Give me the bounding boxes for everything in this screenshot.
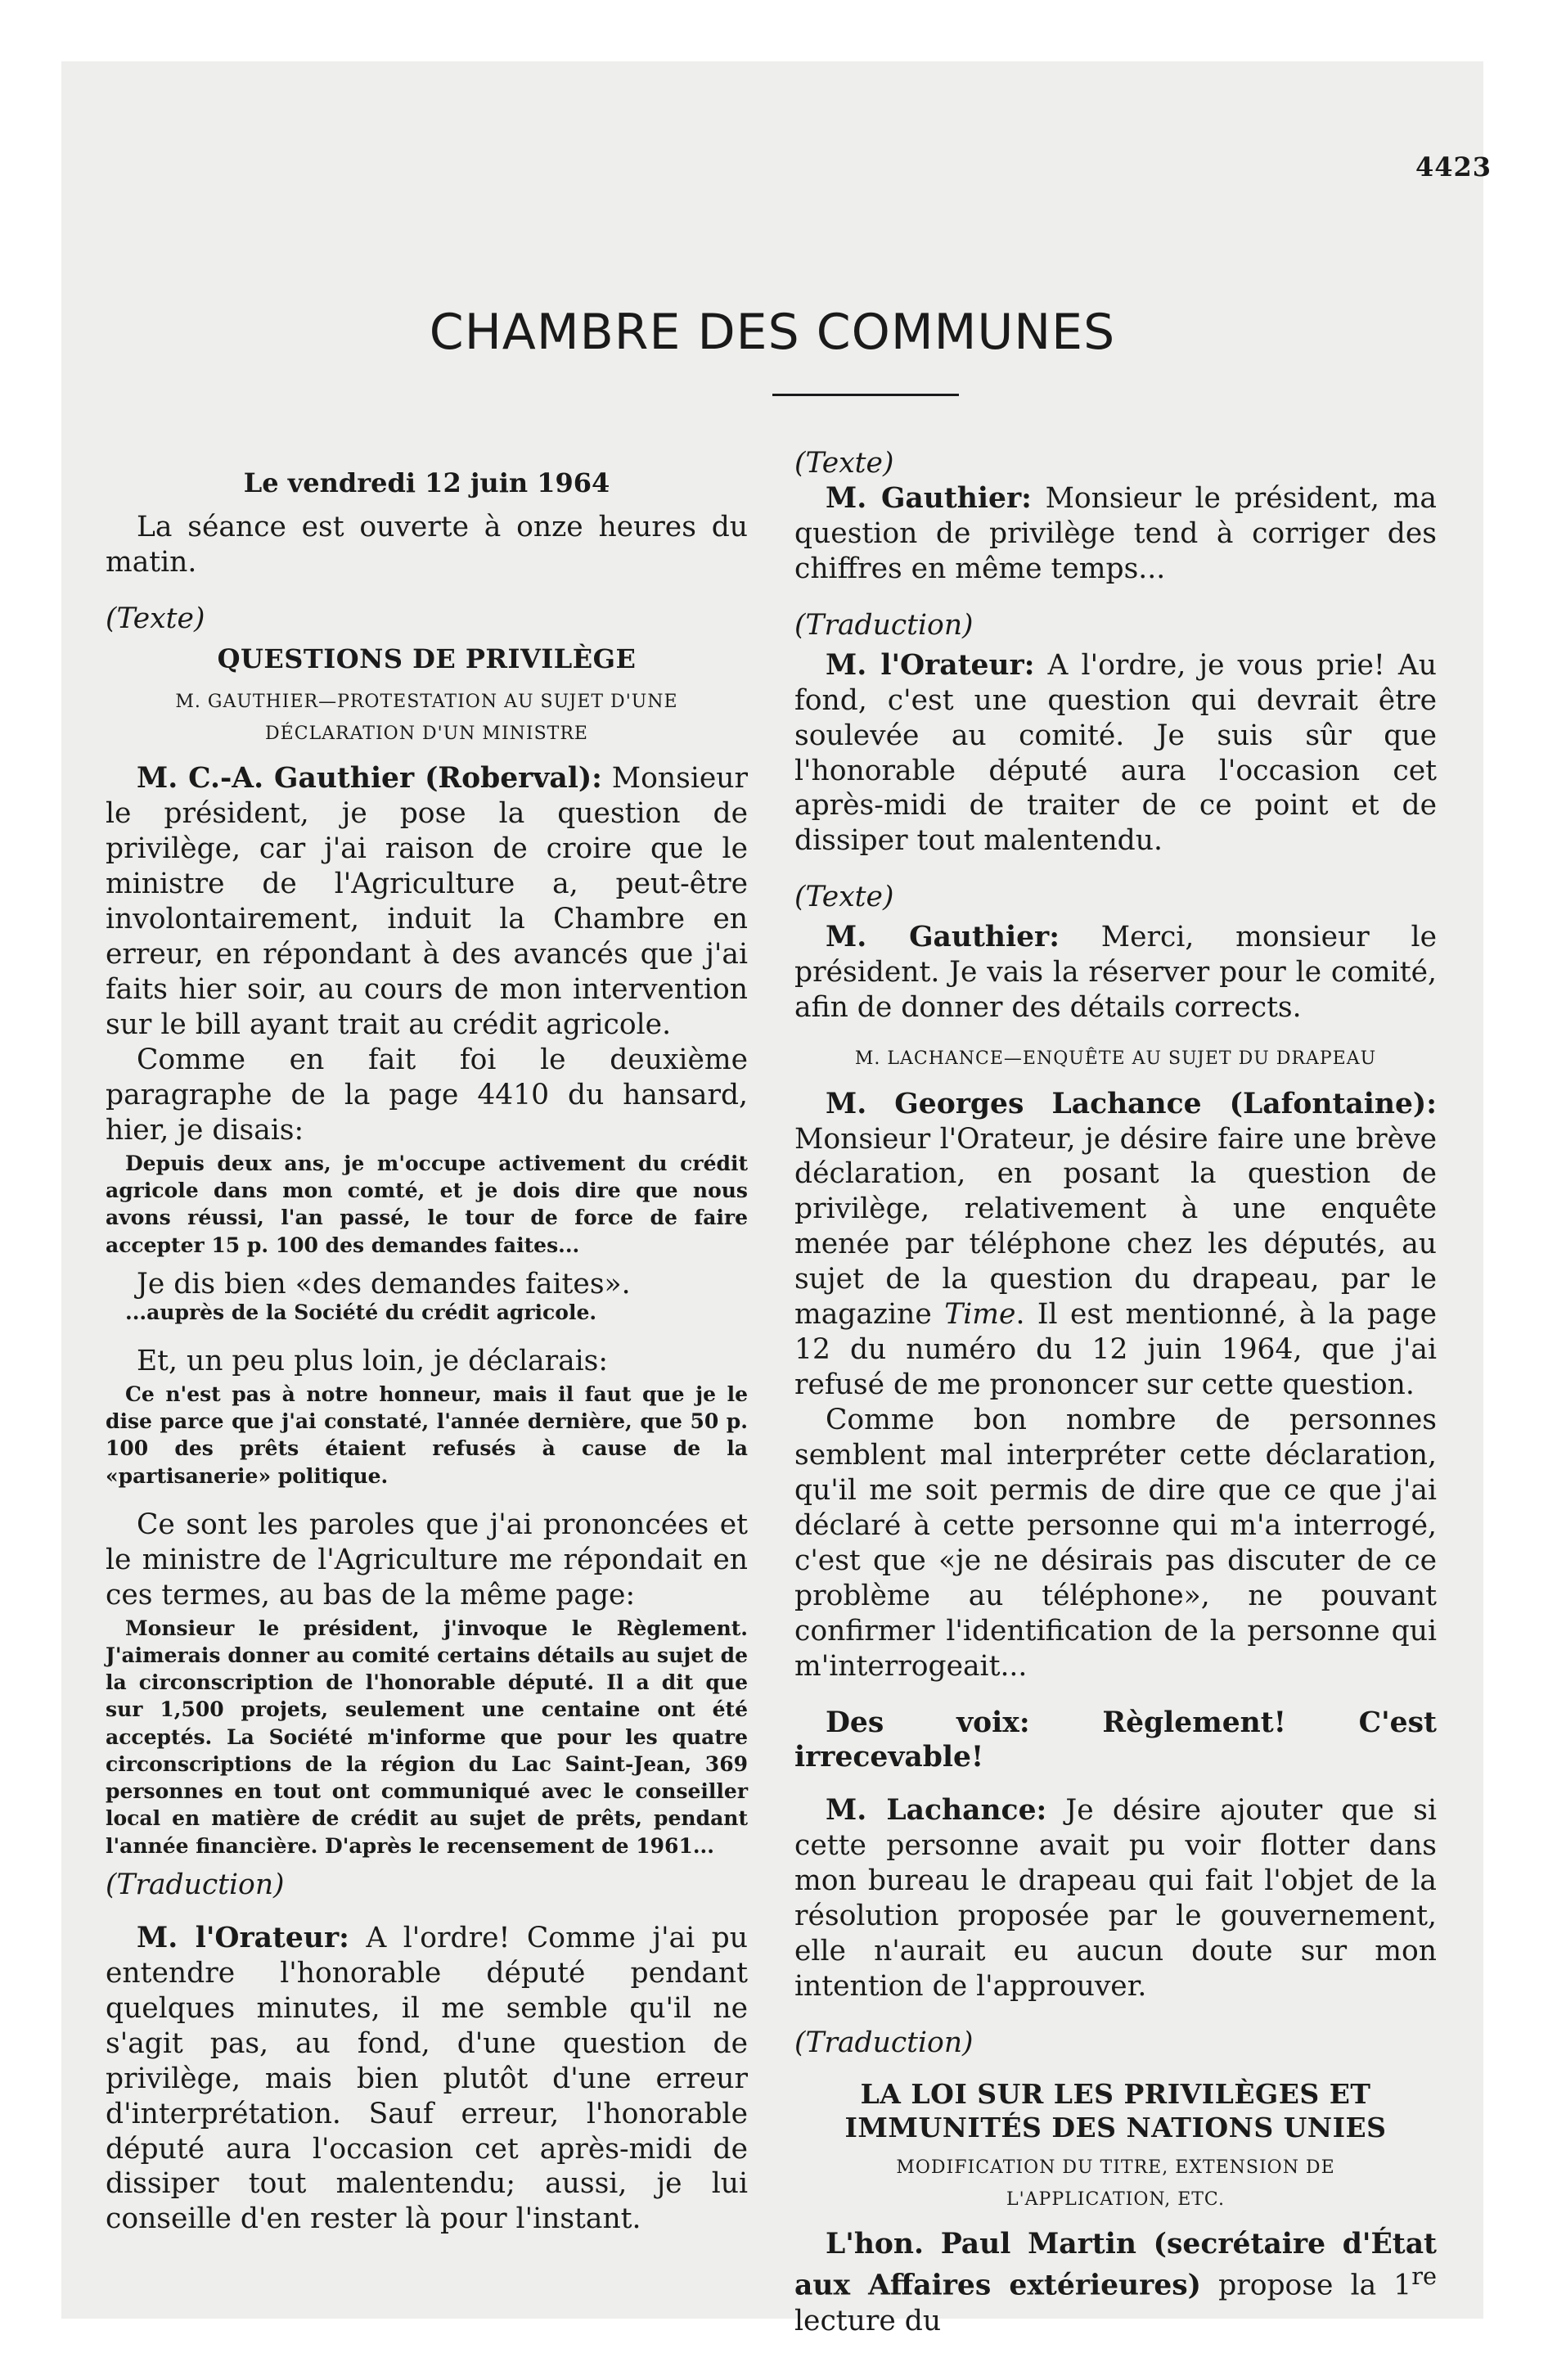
subsection-title: M. GAUTHIER—PROTESTATION AU SUJET D'UNE DÉCLARATION D'UN MINISTRE (175, 692, 678, 744)
paragraph: Ce sont les paroles que j'ai prononcées et le ministre de l'Agriculture me répondait en ces termes, au bas de la même page: (106, 1508, 748, 1611)
traduction-marker: (Traduction) (794, 2026, 974, 2059)
speaker-name: M. l'Orateur: (137, 1921, 349, 1954)
speaker-name: M. Georges Lachance (Lafontaine): (826, 1087, 1437, 1120)
paragraph: Et, un peu plus loin, je déclarais: (137, 1344, 609, 1377)
lachance-statement (794, 1087, 1437, 1403)
speaker-name: M. C.-A. Gauthier (Roberval): (137, 762, 602, 796)
hansard-quote: Depuis deux ans, je m'occupe activement du crédit agricole dans mon comté, et je dois dire que nous avons réussi, l'an passé, le tour de force de faire accepter 15 p. 100 des demandes faites... (106, 1151, 748, 1257)
traduction-marker: (Traduction) (106, 1868, 285, 1901)
texte-marker: (Texte) (106, 602, 205, 635)
page-title: CHAMBRE DES COMMUNES (429, 304, 1116, 361)
law-subtitle: MODIFICATION DU TITRE, EXTENSION DE L'APPLICATION, ETC. (896, 2157, 1335, 2210)
statement-text: . Il est mentionné, à la page 12 du numéro du 12 juin 1964, que j'ai refusé de me prononcer sur cette question. (794, 1298, 1437, 1402)
statement-text: lecture du (794, 2304, 942, 2337)
page-number: 4423 (1415, 151, 1492, 183)
voices-interjection (794, 1706, 1437, 1776)
martin-motion (794, 2227, 1437, 2338)
statement-text: Règlement! C'est irrecevable! (794, 1706, 1437, 1774)
title-rule (772, 394, 959, 396)
gauthier-thanks (794, 920, 1437, 1025)
statement-text: A l'ordre, je vous prie! Au fond, c'est une question qui devrait être soulevée au comité. Je suis sûr que l'honorable député aura l'occasion cet après-midi de traiter de ce point et de dissiper tout malentendu. (794, 648, 1437, 858)
right-column (794, 446, 1437, 2337)
hansard-quote: Ce n'est pas à notre honneur, mais il faut que je le dise parce que j'ai constaté, l'année dernière, que 50 p. 100 des prêts étaient refusés à cause de la «partisanerie» politique. (106, 1382, 748, 1488)
section-title: QUESTIONS DE PRIVILÈGE (217, 642, 637, 674)
hansard-quote: ...auprès de la Société du crédit agricole. (125, 1300, 597, 1324)
magazine-name: Time (944, 1298, 1016, 1332)
speaker-name: L'hon. Paul Martin (secrétaire d'État aux Affaires extérieures) (794, 2228, 1437, 2302)
gauthier-reply (794, 481, 1437, 587)
statement-text: Je désire ajouter que si cette personne avait pu voir flotter dans mon bureau le drapeau qui fait l'objet de la résolution proposée par le gouvernement, elle n'aurait eu aucun doute sur mon intention de l'approuver. (794, 1794, 1437, 2004)
texte-marker: (Texte) (794, 447, 894, 480)
statement-text: Monsieur l'Orateur, je désire faire une brève déclaration, en posant la question de privilège, relativement à une enquête menée par téléphone chez les députés, au sujet de la question du drapeau, par le magazine (794, 1122, 1437, 1332)
document-page (61, 61, 1492, 2337)
speaker-name: M. Gauthier: (826, 921, 1060, 954)
subsection-title: M. LACHANCE—ENQUÊTE AU SUJET DU DRAPEAU (854, 1048, 1377, 1070)
law-title: LA LOI SUR LES PRIVILÈGES ET IMMUNITÉS DES NATIONS UNIES (844, 2077, 1387, 2144)
ordinal-suffix: re (1411, 2262, 1437, 2291)
statement-text: Monsieur le président, ma question de privilège tend à corriger des chiffres en même temps... (794, 481, 1437, 585)
orateur-reply (794, 648, 1437, 859)
speaker-name: M. Gauthier: (826, 481, 1032, 515)
speaker-name: M. Lachance: (826, 1794, 1047, 1828)
speaker-name: M. l'Orateur: (826, 648, 1035, 682)
texte-marker: (Texte) (794, 881, 894, 914)
lachance-addendum (794, 1793, 1437, 2004)
sitting-date: Le vendredi 12 juin 1964 (243, 467, 610, 498)
speaker-name: Des voix: (826, 1706, 1030, 1739)
left-column (106, 446, 748, 2286)
statement-text: Monsieur le président, je pose la question de privilège, car j'ai raison de croire que le ministre de l'Agriculture a, peut-être involontairement, induit la Chambre en erreur, en répondant à des avancés que j'ai faits hier soir, au cours de mon intervention sur le bill ayant trait au crédit agricole. (106, 762, 748, 1042)
paragraph: Je dis bien «des demandes faites». (137, 1267, 631, 1300)
orateur-statement (106, 1921, 748, 2237)
opening-text: La séance est ouverte à onze heures du matin. (106, 510, 748, 579)
gauthier-statement (106, 761, 748, 1043)
statement-text: Merci, monsieur le président. Je vais la réserver pour le comité, afin de donner des détails corrects. (794, 921, 1437, 1025)
statement-text: A l'ordre! Comme j'ai pu entendre l'honorable député pendant quelques minutes, il me semble qu'il ne s'agit pas, au fond, d'une question de privilège, mais bien plutôt d'une erreur d'interprétation. Sauf erreur, l'honorable député aura l'occasion cet après-midi de dissiper tout malentendu; aussi, je lui conseille d'en rester là pour l'instant. (106, 1921, 748, 2236)
statement-text: propose la 1 (1201, 2269, 1412, 2302)
paragraph: Comme en fait foi le deuxième paragraphe de la page 4410 du hansard, hier, je disais: (106, 1043, 748, 1147)
hansard-quote: Monsieur le président, j'invoque le Règlement. J'aimerais donner au comité certains détails au sujet de la circonscription de l'honorable député. Il a dit que sur 1,500 projets, seulement une centaine ont été acceptés. La Société m'informe que pour les quatre circonscriptions de la région du Lac Saint-Jean, 369 personnes en tout ont communiqué avec le conseiller local en matière de crédit au sujet de prêts, pendant l'année financière. D'après le recensement de 1961... (106, 1616, 748, 1858)
traduction-marker: (Traduction) (794, 608, 974, 642)
paragraph: Comme bon nombre de personnes semblent mal interpréter cette déclaration, qu'il me soit permis de dire que ce que j'ai déclaré à cette personne qui m'a interrogé, c'est que «je ne désirais pas discuter de ce problème au téléphone», ne pouvant confirmer l'identification de la personne qui m'interrogeait... (794, 1404, 1437, 1683)
